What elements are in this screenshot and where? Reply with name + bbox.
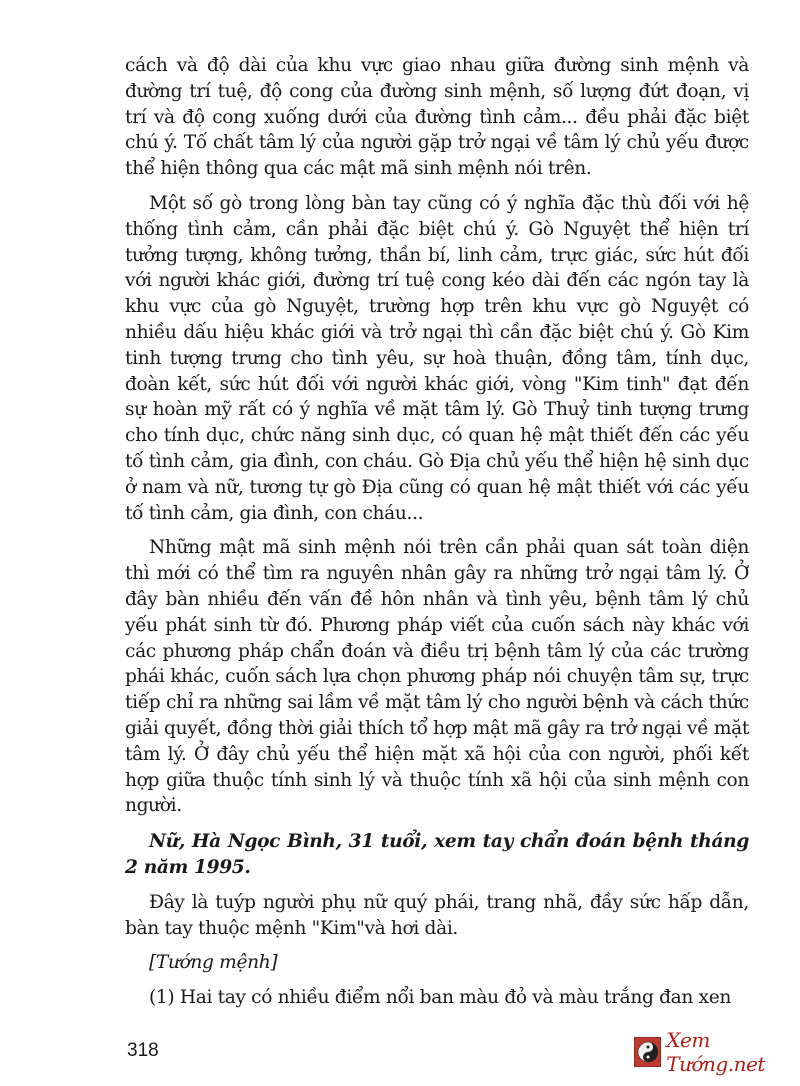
page-number: 318 [127, 1040, 159, 1061]
case-heading: Nữ, Hà Ngọc Bình, 31 tuổi, xem tay chẩn đoán bệnh tháng 2 năm 1995. [125, 831, 749, 878]
watermark-logo [634, 1028, 800, 1076]
watermark-text: Xem Tướng.net [666, 1028, 765, 1076]
yin-yang-icon [634, 1037, 661, 1067]
paragraph-palm-mounts: Một số gò trong lòng bàn tay cũng có ý nghĩa đặc thù đối với hệ thống tình cảm, cần phải đặc biệt chú ý. Gò Nguyệt thể hiện trí tưởng tượng, không tưởng, thần bí, linh cảm, trực giác, sức hút đối với người khác giới, đường trí tuệ cong kéo dài đến các ngón tay là khu vực của gò Nguyệt, trường hợp trên khu vực gò Nguyệt có nhiều dấu hiệu khác giới và trở ngại thì cần đặc biệt chú ý. Gò Kim tinh tượng trưng cho tình yêu, sự hoà thuận, đồng tâm, tính dục, đoàn kết, sức hút đối với người khác giới, vòng "Kim tinh" đạt đến sự hoàn mỹ rất có ý nghĩa về mặt tâm lý. Gò Thuỷ tinh tượng trưng cho tính dục, chức năng sinh dục, có quan hệ mật thiết đến các yếu tố tình cảm, gia đình, con cháu. Gò Địa chủ yếu thể hiện hệ sinh dục ở nam và nữ, tương tự gò Địa cũng có quan hệ mật thiết với các yếu tố tình cảm, gia đình, con cháu... [125, 192, 749, 524]
paragraph-case-description: Đây là tuýp người phụ nữ quý phái, trang nhã, đầy sức hấp dẫn, bàn tay thuộc mệnh "Kim"và hơi dài. [125, 891, 749, 939]
book-page-text [125, 53, 749, 1011]
paragraph-item-1: (1) Hai tay có nhiều điểm nổi ban màu đỏ và màu trắng đan xen [149, 987, 731, 1009]
section-label-tuong-menh: [Tướng mệnh] [149, 952, 278, 974]
paragraph-continuation: cách và độ dài của khu vực giao nhau giữa đường sinh mệnh và đường trí tuệ, độ cong của đường sinh mệnh, số lượng đứt đoạn, vị trí và độ cong xuống dưới của đường tình cảm... đều phải đặc biệt chú ý. Tố chất tâm lý của người gặp trở ngại về tâm lý chủ yếu được thể hiện thông qua các mật mã sinh mệnh nói trên. [125, 55, 749, 180]
paragraph-life-codes: Những mật mã sinh mệnh nói trên cần phải quan sát toàn diện thì mới có thể tìm ra nguyên nhân gây ra những trở ngại tâm lý. Ở đây bàn nhiều đến vấn đề hôn nhân và tình yêu, bệnh tâm lý chủ yếu phát sinh từ đó. Phương pháp viết của cuốn sách này khác với các phương pháp chẩn đoán và điều trị bệnh tâm lý của các trường phái khác, cuốn sách lựa chọn phương pháp nói chuyện tâm sự, trực tiếp chỉ ra những sai lầm về mặt tâm lý cho người bệnh và cách thức giải quyết, đồng thời giải thích tổ hợp mật mã gây ra trở ngại về mặt tâm lý. Ở đây chủ yếu thể hiện mặt xã hội của con người, phối kết hợp giữa thuộc tính sinh lý và thuộc tính xã hội của sinh mệnh con người. [125, 537, 749, 817]
